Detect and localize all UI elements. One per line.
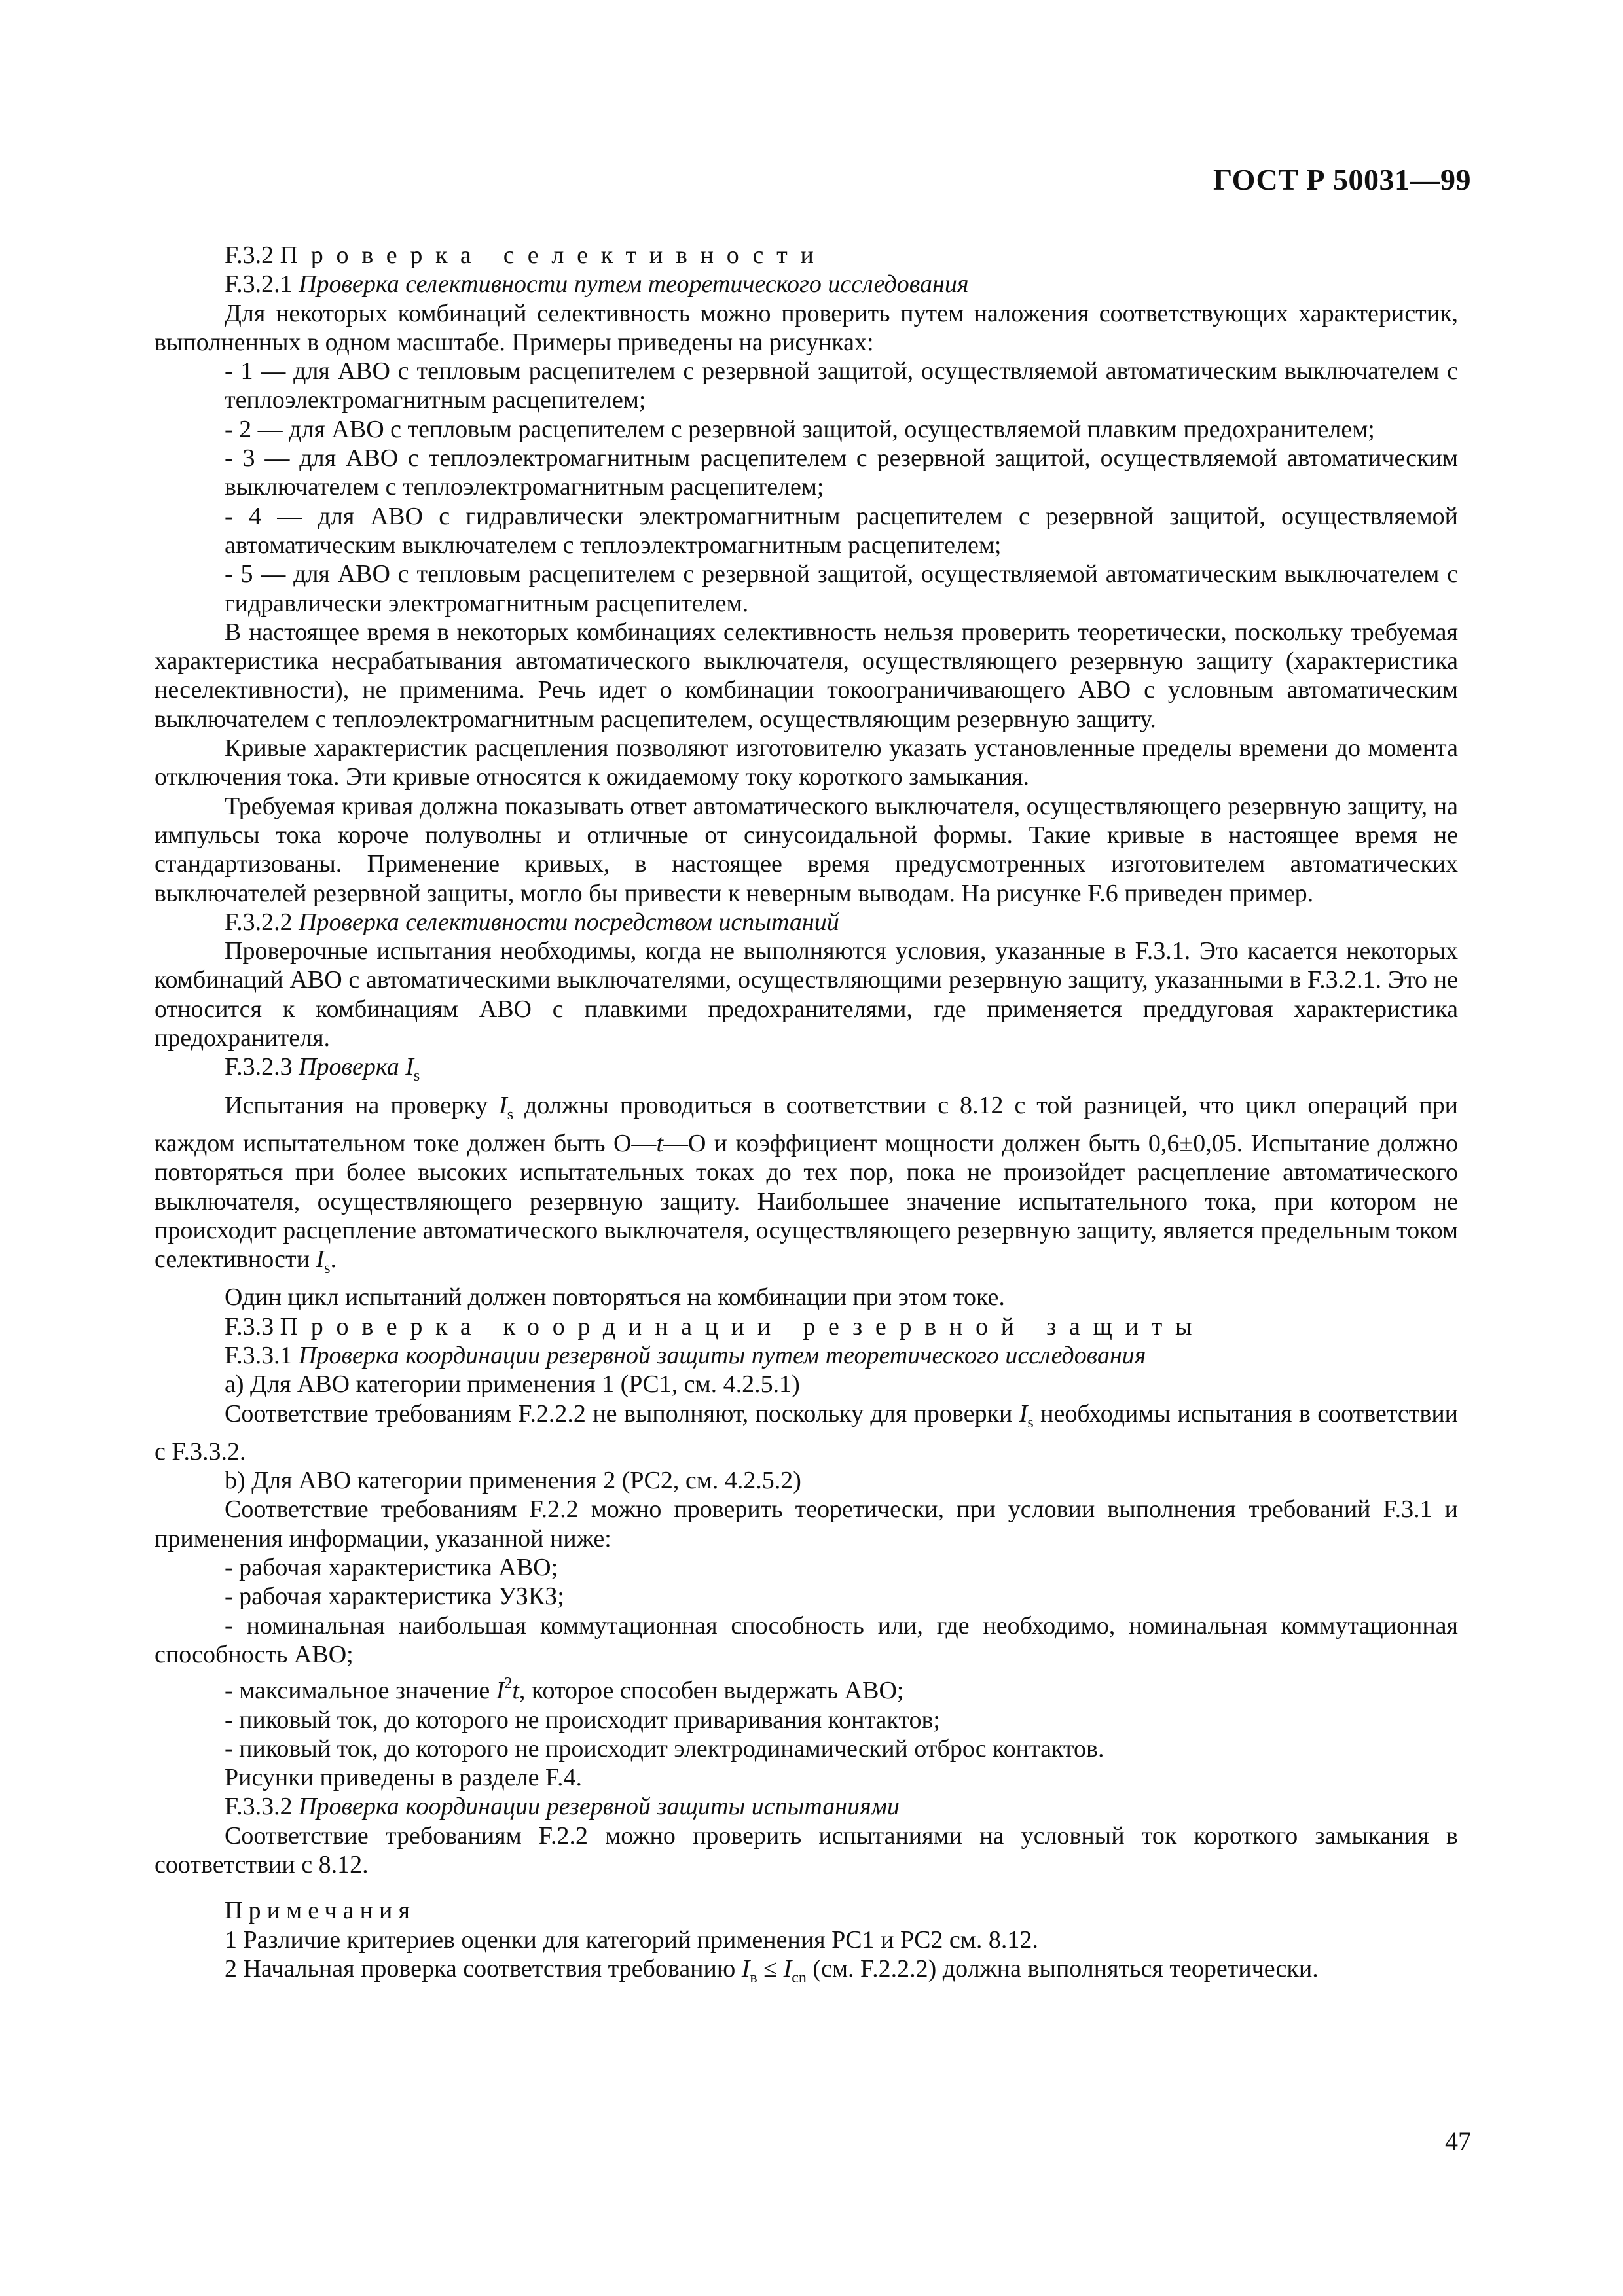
section-title: Проверка координации резервной защиты испытаниями [299,1793,900,1821]
text: —O и коэффициент мощности должен быть 0,6±0,05. Испытание должно повторяться при более высоких испытательных токах до тех пор, пока не произойдет расцепление автоматического выключателя, осуществляющего резервную защиту. Наибольшее значение испытательного тока, при котором не происходит расцепление автоматического выключателя, осуществляющего резервную защиту, является предельным током селективности [155,1129,1458,1274]
section-number: F.3.2.1 [225,270,293,298]
section-heading-f332 [155,1792,1458,1821]
paragraph-item-b: Соответствие требованиям F.2.2 можно проверить теоретически, при условии выполнения требований F.3.1 и применения информации, указанной ниже: [155,1496,1458,1552]
section-title: Проверка селективности путем теоретического исследования [299,270,969,298]
symbol-i: I [783,1954,792,1982]
page-number: 47 [1445,2126,1471,2156]
note-2 [155,1954,1458,1992]
paragraph-item-a [155,1399,1458,1467]
section-title: Проверка селективности посредством испытаний [299,908,839,936]
section-number: F.3.3.1 [225,1341,293,1369]
section-number: F.3.2 [225,242,274,269]
symbol-t: t [512,1677,519,1705]
list-item-i2t [155,1669,1458,1705]
symbol-t: t [656,1129,663,1157]
symbol-i: I [496,1677,505,1705]
list-item-fig1: - 1 — для АВО с тепловым расцепителем с резервной защитой, осуществляемой автоматическим выключателем с теплоэлектромагнитным расцепителем; [225,357,1458,414]
text: 2 Начальная проверка соответствия требованию [225,1954,742,1982]
section-number: F.3.3 [225,1312,274,1340]
paragraph-required-curve: Требуемая кривая должна показывать ответ автоматического выключателя, осуществляющего резервную защиту, на импульсы тока короче полуволны и отличные от синусоидальной формы. Такие кривые в настоящее время не стандартизованы. Применение кривых, в настоящее время предусмотренных изготовителем автоматических выключателей резервной защиты, могло бы привести к неверным выводам. На рисунке F.6 приведен пример. [155,792,1458,907]
symbol-i: I [499,1091,507,1119]
paragraph-intro: Для некоторых комбинаций селективность можно проверить путем наложения соответствующих характеристик, выполненных в одном масштабе. Примеры приведены на рисунках: [155,299,1458,356]
subscript: s [413,1067,420,1085]
list-item-fig3: - 3 — для АВО с теплоэлектромагнитным расцепителем с резервной защитой, осуществляемой автоматическим выключателем с теплоэлектромагнитным расцепителем; [225,444,1458,501]
notes-title-text: Примечания [225,1897,416,1925]
item-a: а) Для АВО категории применения 1 (PC1, см. 4.2.5.1) [225,1371,800,1399]
symbol-i: I [1019,1399,1028,1427]
section-number: F.3.3.2 [225,1793,293,1821]
section-number: F.3.2.3 [225,1053,293,1081]
text: (см. F.2.2.2) должна выполняться теоретически. [806,1954,1319,1982]
subscript: cn [792,1969,807,1986]
text: . [330,1246,337,1274]
note-1: 1 Различие критериев оценки для категорий применения PC1 и PC2 см. 8.12. [225,1926,1038,1954]
list-item-info2: - рабочая характеристика УЗКЗ; [225,1583,564,1611]
text: Соответствие требованиям F.2.2.2 не выполняют, поскольку для проверки [225,1399,1019,1427]
list-item-fig4: - 4 — для АВО с гидравлически электромагнитным расцепителем с резервной защитой, осуществляемой автоматическим выключателем с теплоэлектромагнитным расцепителем; [225,502,1458,559]
subscript: в [750,1969,757,1986]
section-heading-f322 [155,908,1458,937]
list-item-fig5: - 5 — для АВО с тепловым расцепителем с резервной защитой, осуществляемой автоматическим выключателем с гидравлически электромагнитным расцепителем. [225,560,1458,617]
paragraph-is-test [155,1091,1458,1283]
section-title: Проверка I [299,1053,414,1081]
page-content [155,241,1458,1992]
text: - максимальное значение [225,1677,496,1705]
superscript: 2 [504,1675,513,1693]
text: необходимы испытания в соответствии с F.3.3.2. [155,1399,1458,1465]
document-code-header: ГОСТ Р 50031—99 [1213,163,1471,196]
subscript: s [507,1105,514,1123]
section-title: Проверка координации резервной защиты [280,1312,1205,1340]
section-title: Проверка селективности [280,242,827,269]
subscript: s [324,1260,331,1278]
section-heading-f32 [155,241,1458,270]
list-item-info5: - пиковый ток, до которого не происходит приваривания контактов; [225,1706,940,1734]
section-number: F.3.2.2 [225,908,293,936]
paragraph-theory: В настоящее время в некоторых комбинациях селективность нельзя проверить теоретически, поскольку требуемая характеристика несрабатывания автоматического выключателя, осуществляющего резервную защиту (характеристика неселективности), не применима. Речь идет о комбинации токоограничивающего АВО с условным автоматическим выключателем с теплоэлектромагнитным расцепителем, осуществляющим резервную защиту. [155,618,1458,733]
paragraph-cycle: Один цикл испытаний должен повторяться на комбинации при этом токе. [225,1283,1005,1312]
symbol-i: I [316,1246,325,1274]
list-item-fig2: - 2 — для АВО с тепловым расцепителем с резервной защитой, осуществляемой плавким предохранителем; [225,415,1375,443]
list-item-info6: - пиковый ток, до которого не происходит электродинамический отброс контактов. [225,1734,1104,1763]
item-b: b) Для АВО категории применения 2 (PC2, см. 4.2.5.2) [225,1467,801,1495]
text: Испытания на проверку [225,1091,500,1119]
paragraph-tests: Проверочные испытания необходимы, когда не выполняются условия, указанные в F.3.1. Это касается некоторых комбинаций АВО с автоматическими выключателями, осуществляющими резервную защиту, указанными в F.3.2.1. Это не относится к комбинациям АВО с плавкими предохранителями, где применяется преддуговая характеристика предохранителя. [155,937,1458,1052]
subscript: s [1027,1414,1034,1431]
paragraph-f332: Соответствие требованиям F.2.2 можно проверить испытаниями на условный ток короткого замыкания в соответствии с 8.12. [155,1821,1458,1879]
section-heading-f331 [155,1341,1458,1370]
text: , которое способен выдержать АВО; [519,1677,904,1705]
section-heading-f323 [155,1052,1458,1090]
list-item-info1: - рабочая характеристика АВО; [225,1554,558,1582]
section-title: Проверка координации резервной защиты путем теоретического исследования [299,1341,1146,1369]
section-heading-f321 [155,270,1458,298]
symbol-i: I [741,1954,750,1982]
relation-symbol: ≤ [757,1954,784,1982]
section-heading-f33 [155,1312,1458,1341]
text: должны проводиться в соответствии с 8.12 с той разницей, что цикл операций при каждом испытательном токе должен быть O— [155,1091,1458,1157]
paragraph-curves: Кривые характеристик расцепления позволяют изготовителю указать установленные пределы времени до момента отключения тока. Эти кривые относятся к ожидаемому току короткого замыкания. [155,734,1458,791]
paragraph-figures-ref: Рисунки приведены в разделе F.4. [225,1764,583,1792]
list-item-info3: - номинальная наибольшая коммутационная способность или, где необходимо, номинальная коммутационная способность АВО; [155,1611,1458,1668]
notes-title [155,1896,1458,1925]
